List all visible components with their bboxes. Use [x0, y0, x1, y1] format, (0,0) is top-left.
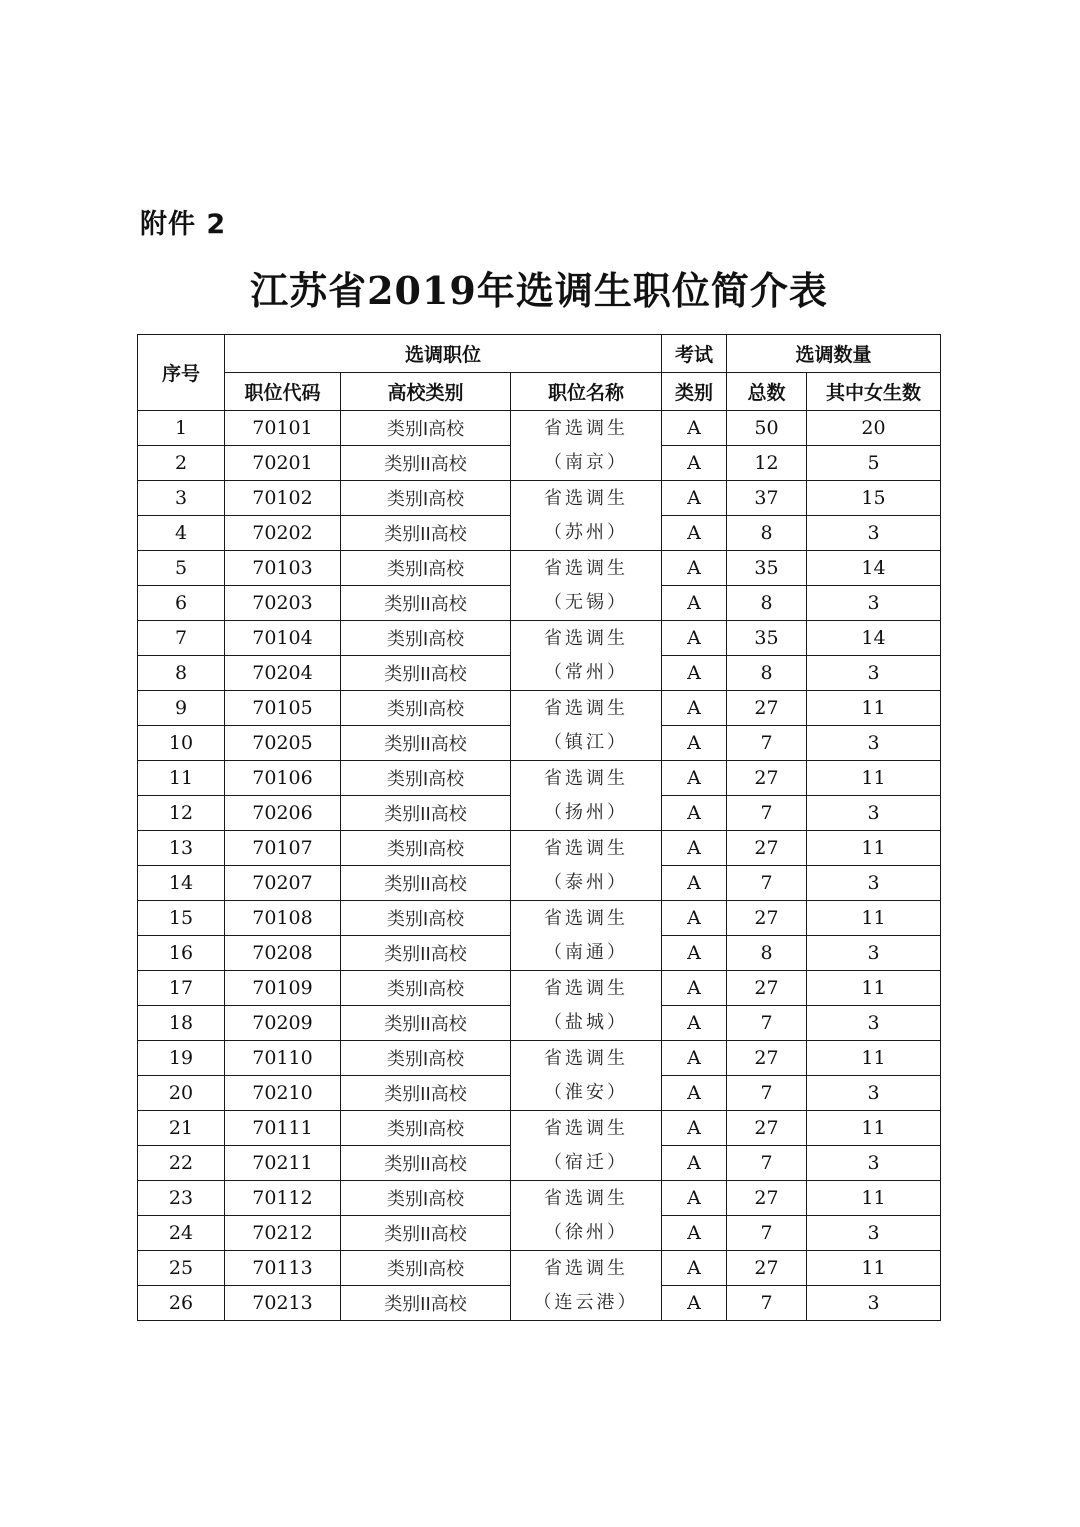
- cell-position-code: 70110: [225, 1041, 341, 1076]
- cell-position-name: [511, 621, 662, 691]
- cell-female: 3: [807, 726, 941, 761]
- table-row: [138, 831, 941, 866]
- cell-total: 7: [727, 726, 807, 761]
- cell-seq: 24: [138, 1216, 225, 1251]
- cell-female: 11: [807, 1041, 941, 1076]
- cell-seq: 14: [138, 866, 225, 901]
- cell-total: 7: [727, 1006, 807, 1041]
- cell-position-code: 70211: [225, 1146, 341, 1181]
- cell-female: 11: [807, 1111, 941, 1146]
- cell-seq: 16: [138, 936, 225, 971]
- cell-total: 27: [727, 971, 807, 1006]
- cell-school-category: 类别II高校: [341, 1286, 511, 1321]
- cell-position-name: [511, 1111, 662, 1181]
- cell-total: 27: [727, 761, 807, 796]
- cell-school-category: 类别I高校: [341, 1181, 511, 1216]
- cell-exam-type: A: [662, 1286, 727, 1321]
- cell-seq: 23: [138, 1181, 225, 1216]
- cell-school-category: 类别I高校: [341, 621, 511, 656]
- table-row: [138, 1181, 941, 1216]
- cell-total: 27: [727, 901, 807, 936]
- cell-exam-type: A: [662, 621, 727, 656]
- cell-school-category: 类别I高校: [341, 831, 511, 866]
- cell-total: 12: [727, 446, 807, 481]
- cell-female: 14: [807, 621, 941, 656]
- table-row: [138, 971, 941, 1006]
- cell-seq: 2: [138, 446, 225, 481]
- table-row: [138, 551, 941, 586]
- cell-seq: 26: [138, 1286, 225, 1321]
- cell-position-name: [511, 1041, 662, 1111]
- cell-exam-type: A: [662, 1251, 727, 1286]
- table-row: [138, 411, 941, 446]
- cell-female: 3: [807, 936, 941, 971]
- cell-female: 11: [807, 1251, 941, 1286]
- position-name-line1: 省选调生: [544, 487, 628, 509]
- cell-position-code: 70106: [225, 761, 341, 796]
- position-name-line2: （苏州）: [544, 521, 628, 543]
- cell-female: 20: [807, 411, 941, 446]
- header-quota-group: 选调数量: [727, 335, 941, 373]
- cell-position-code: 70210: [225, 1076, 341, 1111]
- header-position-code: 职位代码: [225, 373, 341, 411]
- cell-total: 7: [727, 1286, 807, 1321]
- cell-position-name: [511, 411, 662, 481]
- table-row: [138, 901, 941, 936]
- header-exam-type-line1: 考试: [662, 335, 727, 373]
- cell-school-category: 类别I高校: [341, 481, 511, 516]
- cell-school-category: 类别II高校: [341, 936, 511, 971]
- cell-exam-type: A: [662, 1076, 727, 1111]
- cell-seq: 21: [138, 1111, 225, 1146]
- cell-position-code: 70201: [225, 446, 341, 481]
- cell-position-name: [511, 901, 662, 971]
- position-name-line2: （常州）: [544, 661, 628, 683]
- cell-total: 8: [727, 516, 807, 551]
- cell-school-category: 类别II高校: [341, 1006, 511, 1041]
- position-name-line1: 省选调生: [544, 627, 628, 649]
- cell-total: 27: [727, 1251, 807, 1286]
- cell-female: 11: [807, 831, 941, 866]
- cell-exam-type: A: [662, 691, 727, 726]
- cell-position-code: 70209: [225, 1006, 341, 1041]
- position-name-line1: 省选调生: [544, 1047, 628, 1069]
- cell-position-code: 70205: [225, 726, 341, 761]
- cell-exam-type: A: [662, 1181, 727, 1216]
- cell-total: 7: [727, 1216, 807, 1251]
- position-name-line2: （扬州）: [544, 801, 628, 823]
- position-name-line2: （无锡）: [544, 591, 628, 613]
- cell-seq: 7: [138, 621, 225, 656]
- cell-female: 3: [807, 1216, 941, 1251]
- cell-female: 3: [807, 1286, 941, 1321]
- cell-position-code: 70113: [225, 1251, 341, 1286]
- cell-total: 7: [727, 796, 807, 831]
- cell-position-code: 70101: [225, 411, 341, 446]
- cell-position-name: [511, 481, 662, 551]
- cell-exam-type: A: [662, 1041, 727, 1076]
- table-body: [138, 411, 941, 1321]
- cell-total: 8: [727, 936, 807, 971]
- cell-seq: 20: [138, 1076, 225, 1111]
- cell-female: 11: [807, 761, 941, 796]
- position-name-line2: （镇江）: [544, 731, 628, 753]
- cell-female: 3: [807, 516, 941, 551]
- cell-exam-type: A: [662, 516, 727, 551]
- table-row: [138, 621, 941, 656]
- cell-total: 27: [727, 1181, 807, 1216]
- cell-school-category: 类别I高校: [341, 971, 511, 1006]
- cell-exam-type: A: [662, 411, 727, 446]
- cell-female: 11: [807, 691, 941, 726]
- cell-position-code: 70102: [225, 481, 341, 516]
- cell-female: 14: [807, 551, 941, 586]
- cell-exam-type: A: [662, 831, 727, 866]
- cell-position-code: 70212: [225, 1216, 341, 1251]
- position-name-line1: 省选调生: [544, 557, 628, 579]
- cell-seq: 11: [138, 761, 225, 796]
- header-female: 其中女生数: [807, 373, 941, 411]
- cell-total: 27: [727, 1041, 807, 1076]
- position-name-line1: 省选调生: [544, 417, 628, 439]
- cell-position-code: 70112: [225, 1181, 341, 1216]
- cell-school-category: 类别I高校: [341, 1251, 511, 1286]
- cell-female: 3: [807, 1146, 941, 1181]
- cell-seq: 13: [138, 831, 225, 866]
- cell-school-category: 类别II高校: [341, 726, 511, 761]
- cell-position-name: [511, 761, 662, 831]
- table-row: [138, 691, 941, 726]
- table-header: [138, 335, 941, 411]
- cell-school-category: 类别II高校: [341, 1076, 511, 1111]
- cell-exam-type: A: [662, 866, 727, 901]
- table-row: [138, 1251, 941, 1286]
- position-name-line1: 省选调生: [544, 767, 628, 789]
- table-row: [138, 481, 941, 516]
- cell-position-code: 70107: [225, 831, 341, 866]
- cell-position-code: 70104: [225, 621, 341, 656]
- cell-female: 3: [807, 586, 941, 621]
- cell-female: 11: [807, 1181, 941, 1216]
- cell-school-category: 类别II高校: [341, 866, 511, 901]
- cell-position-name: [511, 551, 662, 621]
- cell-seq: 15: [138, 901, 225, 936]
- cell-female: 3: [807, 866, 941, 901]
- position-name-line2: （徐州）: [544, 1221, 628, 1243]
- header-exam-type-line2: 类别: [662, 373, 727, 411]
- position-name-line1: 省选调生: [544, 1117, 628, 1139]
- cell-position-name: [511, 1251, 662, 1321]
- cell-total: 35: [727, 621, 807, 656]
- cell-position-code: 70103: [225, 551, 341, 586]
- cell-female: 3: [807, 656, 941, 691]
- cell-seq: 1: [138, 411, 225, 446]
- cell-position-code: 70204: [225, 656, 341, 691]
- cell-exam-type: A: [662, 1216, 727, 1251]
- cell-seq: 25: [138, 1251, 225, 1286]
- cell-school-category: 类别II高校: [341, 1216, 511, 1251]
- cell-exam-type: A: [662, 481, 727, 516]
- cell-female: 15: [807, 481, 941, 516]
- cell-school-category: 类别II高校: [341, 516, 511, 551]
- table-row: [138, 1041, 941, 1076]
- cell-position-code: 70109: [225, 971, 341, 1006]
- position-name-line2: （南京）: [544, 451, 628, 473]
- position-name-line1: 省选调生: [544, 977, 628, 999]
- cell-school-category: 类别I高校: [341, 1111, 511, 1146]
- cell-school-category: 类别II高校: [341, 586, 511, 621]
- cell-total: 7: [727, 1146, 807, 1181]
- table-row: [138, 761, 941, 796]
- cell-position-code: 70213: [225, 1286, 341, 1321]
- cell-exam-type: A: [662, 446, 727, 481]
- cell-exam-type: A: [662, 936, 727, 971]
- cell-female: 5: [807, 446, 941, 481]
- cell-exam-type: A: [662, 656, 727, 691]
- cell-seq: 17: [138, 971, 225, 1006]
- cell-total: 35: [727, 551, 807, 586]
- cell-female: 11: [807, 971, 941, 1006]
- cell-school-category: 类别I高校: [341, 551, 511, 586]
- cell-school-category: 类别II高校: [341, 1146, 511, 1181]
- cell-seq: 10: [138, 726, 225, 761]
- document-title: 江苏省2019年选调生职位简介表: [250, 268, 828, 313]
- cell-position-code: 70108: [225, 901, 341, 936]
- position-name-line2: （南通）: [544, 941, 628, 963]
- position-name-line2: （盐城）: [544, 1011, 628, 1033]
- cell-total: 27: [727, 831, 807, 866]
- cell-seq: 3: [138, 481, 225, 516]
- position-name-line2: （淮安）: [544, 1081, 628, 1103]
- header-position-group: 选调职位: [225, 335, 662, 373]
- position-name-line1: 省选调生: [544, 697, 628, 719]
- cell-female: 11: [807, 901, 941, 936]
- position-name-line2: （宿迁）: [544, 1151, 628, 1173]
- cell-total: 37: [727, 481, 807, 516]
- cell-school-category: 类别II高校: [341, 446, 511, 481]
- cell-seq: 12: [138, 796, 225, 831]
- cell-exam-type: A: [662, 901, 727, 936]
- position-table: [137, 334, 941, 1321]
- cell-school-category: 类别I高校: [341, 761, 511, 796]
- cell-school-category: 类别II高校: [341, 796, 511, 831]
- attachment-label: 附件 2: [140, 209, 227, 240]
- cell-seq: 5: [138, 551, 225, 586]
- cell-female: 3: [807, 1006, 941, 1041]
- cell-exam-type: A: [662, 586, 727, 621]
- cell-seq: 18: [138, 1006, 225, 1041]
- cell-exam-type: A: [662, 971, 727, 1006]
- header-total: 总数: [727, 373, 807, 411]
- cell-female: 3: [807, 796, 941, 831]
- cell-total: 8: [727, 586, 807, 621]
- cell-school-category: 类别I高校: [341, 1041, 511, 1076]
- cell-position-code: 70105: [225, 691, 341, 726]
- cell-position-code: 70202: [225, 516, 341, 551]
- position-name-line1: 省选调生: [544, 1187, 628, 1209]
- header-school-category: 高校类别: [341, 373, 511, 411]
- cell-total: 7: [727, 1076, 807, 1111]
- cell-position-name: [511, 831, 662, 901]
- cell-exam-type: A: [662, 1146, 727, 1181]
- position-name-line2: （泰州）: [544, 871, 628, 893]
- cell-total: 50: [727, 411, 807, 446]
- position-name-line1: 省选调生: [544, 907, 628, 929]
- cell-exam-type: A: [662, 1006, 727, 1041]
- cell-exam-type: A: [662, 796, 727, 831]
- cell-exam-type: A: [662, 1111, 727, 1146]
- cell-exam-type: A: [662, 551, 727, 586]
- cell-school-category: 类别I高校: [341, 691, 511, 726]
- cell-seq: 4: [138, 516, 225, 551]
- cell-school-category: 类别I高校: [341, 901, 511, 936]
- cell-seq: 19: [138, 1041, 225, 1076]
- cell-position-name: [511, 1181, 662, 1251]
- cell-total: 7: [727, 866, 807, 901]
- cell-seq: 8: [138, 656, 225, 691]
- cell-exam-type: A: [662, 761, 727, 796]
- cell-seq: 22: [138, 1146, 225, 1181]
- cell-school-category: 类别II高校: [341, 656, 511, 691]
- cell-exam-type: A: [662, 726, 727, 761]
- position-name-line1: 省选调生: [544, 837, 628, 859]
- position-name-line2: （连云港）: [533, 1291, 639, 1313]
- cell-position-code: 70206: [225, 796, 341, 831]
- cell-position-code: 70111: [225, 1111, 341, 1146]
- cell-total: 27: [727, 691, 807, 726]
- cell-position-code: 70203: [225, 586, 341, 621]
- cell-position-name: [511, 971, 662, 1041]
- table-row: [138, 1111, 941, 1146]
- cell-position-code: 70208: [225, 936, 341, 971]
- cell-seq: 9: [138, 691, 225, 726]
- position-name-line1: 省选调生: [544, 1257, 628, 1279]
- cell-school-category: 类别I高校: [341, 411, 511, 446]
- cell-seq: 6: [138, 586, 225, 621]
- cell-total: 27: [727, 1111, 807, 1146]
- header-seq: 序号: [138, 335, 225, 411]
- cell-position-code: 70207: [225, 866, 341, 901]
- header-position-name: 职位名称: [511, 373, 662, 411]
- cell-position-name: [511, 691, 662, 761]
- cell-total: 8: [727, 656, 807, 691]
- cell-female: 3: [807, 1076, 941, 1111]
